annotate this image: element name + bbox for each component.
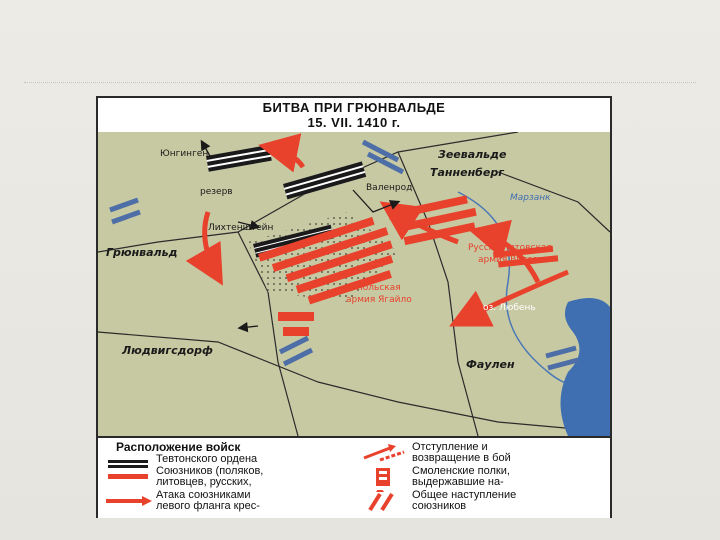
label-ludvigsdorf: Людвигсдорф <box>122 344 213 357</box>
offensive-arrow-symbol <box>360 490 412 512</box>
legend-item-attack <box>104 490 260 512</box>
label-polish-army-line2: армия Ягайло <box>346 295 412 305</box>
legend-item-retreat <box>360 442 511 464</box>
label-rus-lit-army-line2: армия Витовта <box>478 255 549 265</box>
legend-title: Расположение войск <box>116 440 241 454</box>
label-valenrod: Валенрод <box>366 183 413 193</box>
map-legend <box>98 436 610 518</box>
battle-map-figure <box>96 96 612 518</box>
retreat-arrow-symbol <box>360 442 412 464</box>
battle-map <box>98 132 610 436</box>
legend-attack-line2: левого фланга крес- <box>156 500 260 512</box>
legend-item-smolensk <box>360 466 510 488</box>
slide-divider <box>24 82 696 83</box>
legend-item-allies <box>104 466 263 488</box>
label-marshland: Марзанк <box>510 193 551 203</box>
label-tannenberg: Танненберг <box>430 166 504 179</box>
label-seevalde: Зеевальде <box>438 148 507 161</box>
legend-item-offensive <box>360 490 516 512</box>
label-grunwald: Грюнвальд <box>106 246 178 259</box>
label-lake-lyuben: оз. Любень <box>483 303 536 313</box>
legend-teutonic-text: Тевтонского ордена <box>156 453 258 465</box>
label-rus-lit-army-line1: Русско-литовская <box>468 243 552 253</box>
legend-offensive-line2: союзников <box>412 500 467 512</box>
label-faulen: Фаулен <box>466 358 515 371</box>
label-lichtenstein: Лихтенштейн <box>208 223 274 233</box>
label-reserve: резерв <box>200 187 233 197</box>
legend-retreat-line1: Отступление и <box>412 441 488 453</box>
label-polish-army-line1: Польская <box>356 283 401 293</box>
legend-offensive-line1: Общее наступление <box>412 489 517 501</box>
map-title <box>98 98 610 134</box>
legend-allies-line2: литовцев, русских, <box>156 476 252 488</box>
legend-allies-line1: Союзников (поляков, <box>156 465 264 477</box>
legend-smolensk-line2: выдержавшие на- <box>412 476 504 488</box>
attack-arrow-symbol <box>104 490 156 512</box>
legend-retreat-line2: возвращение в бой <box>412 452 511 464</box>
allies-symbol <box>104 466 156 488</box>
smolensk-symbol <box>360 466 412 488</box>
legend-attack-line1: Атака союзниками <box>156 489 251 501</box>
map-title-line-1: БИТВА ПРИ ГРЮНВАЛЬДЕ <box>262 100 446 115</box>
label-yungingen: Юнгинген <box>160 149 209 159</box>
legend-smolensk-line1: Смоленские полки, <box>412 465 510 477</box>
map-title-line-2: 15. VII. 1410 г. <box>307 115 401 130</box>
